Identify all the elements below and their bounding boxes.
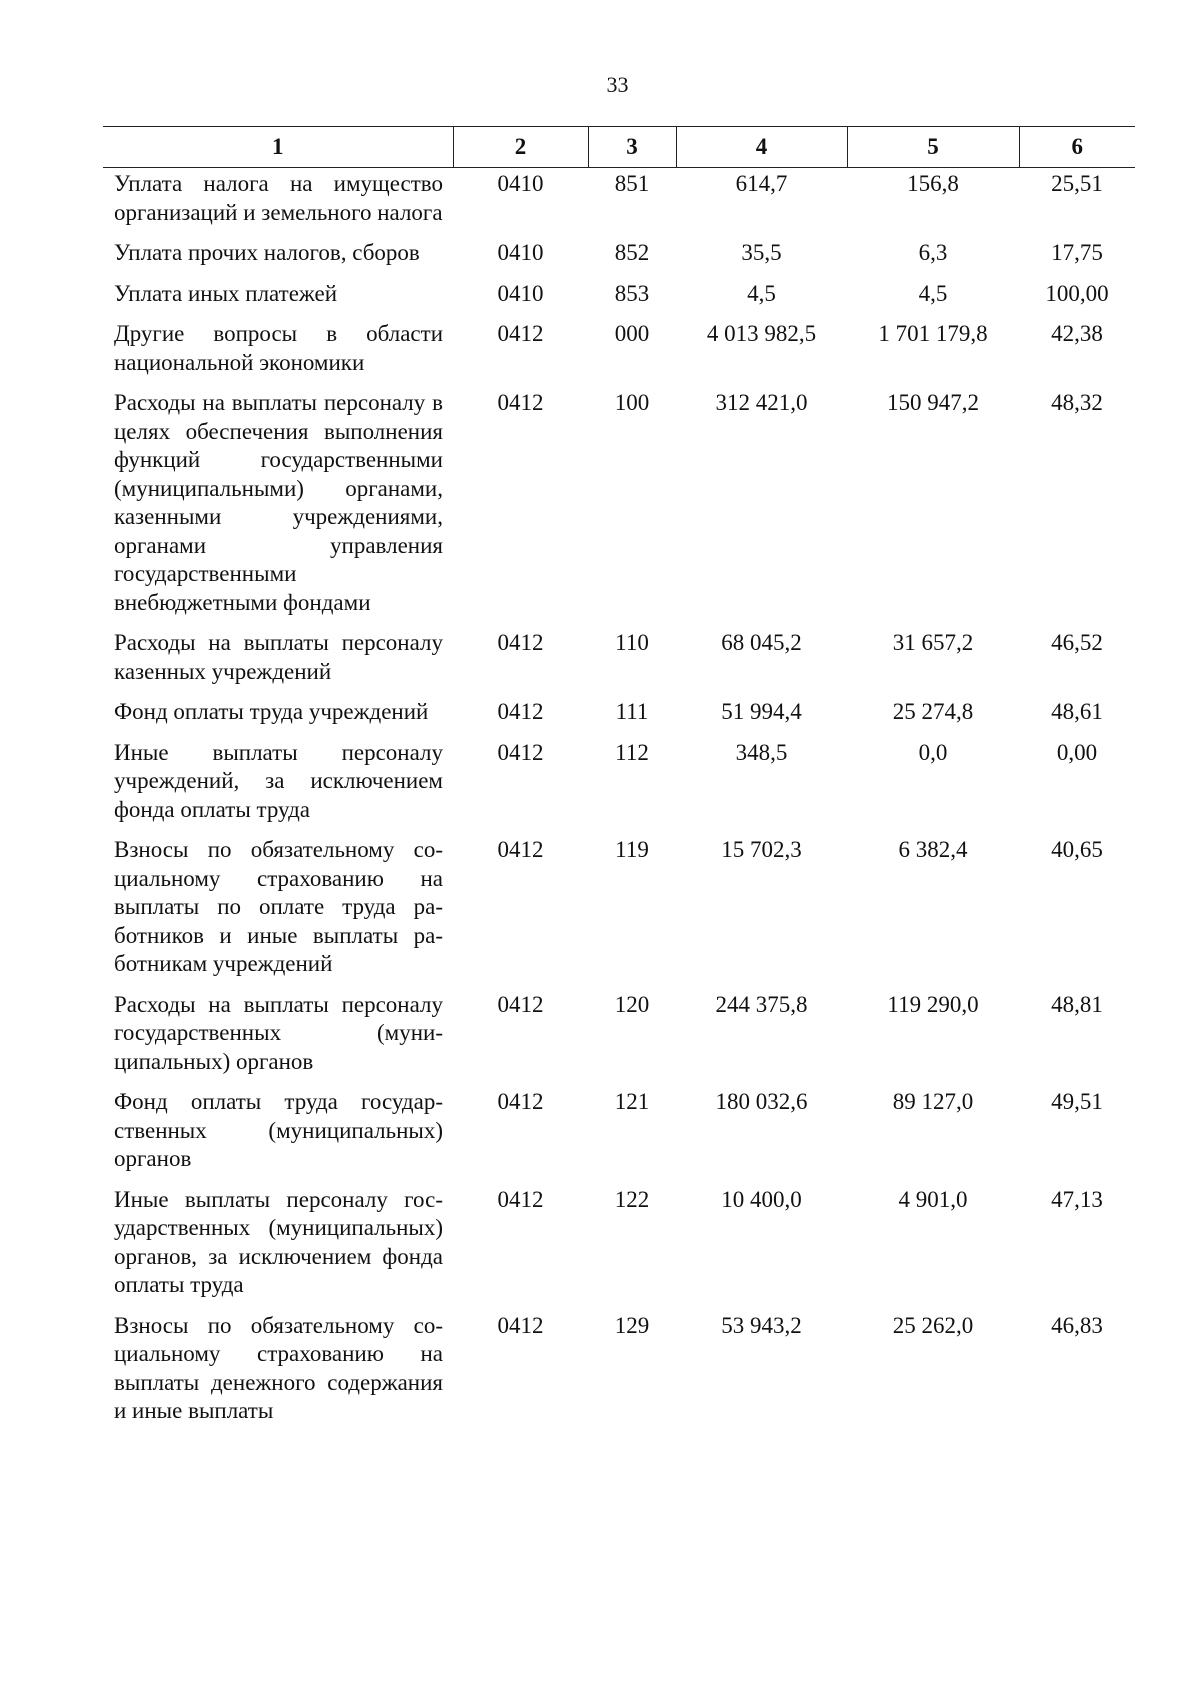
table-row (103, 320, 1135, 389)
table-row (103, 168, 1135, 240)
row-percent-cell: 42,38 (1051, 321, 1103, 346)
table-row (103, 239, 1135, 280)
row-plan-cell: 51 994,4 (721, 699, 802, 724)
row-plan-cell: 614,7 (735, 171, 788, 196)
row-code-cell: 122 (614, 1186, 650, 1212)
row-actual-cell: 31 657,2 (892, 630, 974, 655)
row-code-cell: 120 (614, 991, 650, 1017)
row-name-cell: Взносы по обязательному социальному страхованию на выплаты по оплате труда работников и иные выплаты работникам учреждений (114, 837, 443, 976)
row-percent-cell: 46,83 (1051, 1312, 1103, 1338)
row-plan-cell: 53 943,2 (721, 1312, 802, 1338)
row-plan-cell: 4,5 (747, 280, 776, 306)
column-header-4: 4 (676, 127, 847, 168)
table-header (103, 127, 1135, 168)
row-code-cell: 110 (615, 630, 649, 655)
row-plan-cell: 35,5 (741, 240, 782, 265)
table-body (103, 168, 1135, 1438)
row-code-cell: 129 (614, 1312, 650, 1338)
table-row (103, 1186, 1135, 1312)
table-row (103, 389, 1135, 629)
row-code-cell: 100 (614, 390, 650, 415)
row-actual-cell: 4,5 (918, 280, 948, 306)
page-number: 33 (606, 72, 629, 97)
row-percent-cell: 100,00 (1045, 280, 1109, 306)
row-actual-cell: 89 127,0 (892, 1089, 974, 1114)
row-actual-cell: 6 382,4 (898, 837, 968, 862)
row-plan-cell: 348,5 (735, 739, 788, 765)
row-code-cell: 119 (615, 837, 649, 862)
row-section-cell: 0410 (497, 280, 544, 306)
row-section-cell: 0410 (497, 171, 544, 196)
row-percent-cell: 48,32 (1051, 390, 1103, 415)
row-percent-cell: 47,13 (1051, 1186, 1103, 1212)
row-code-cell: 000 (614, 321, 650, 346)
budget-table (103, 126, 1135, 1438)
row-section-cell: 0412 (497, 1186, 544, 1212)
row-plan-cell: 4 013 982,5 (706, 321, 817, 346)
row-actual-cell: 119 290,0 (887, 991, 979, 1017)
row-percent-cell: 25,51 (1051, 171, 1103, 196)
row-code-cell: 853 (614, 280, 650, 306)
row-code-cell: 111 (615, 699, 649, 724)
row-section-cell: 0412 (497, 630, 544, 655)
row-plan-cell: 312 421,0 (715, 390, 808, 415)
row-section-cell: 0412 (497, 699, 544, 724)
row-name-cell: Фонд оплаты труда учреждений (114, 699, 429, 724)
row-section-cell: 0412 (497, 1312, 544, 1338)
row-plan-cell: 244 375,8 (715, 991, 808, 1017)
table-row (103, 280, 1135, 321)
row-code-cell: 851 (614, 171, 650, 196)
row-percent-cell: 40,65 (1051, 837, 1103, 862)
column-header-2: 2 (453, 127, 588, 168)
row-percent-cell: 17,75 (1051, 240, 1103, 265)
row-percent-cell: 0,00 (1056, 739, 1098, 765)
table-row (103, 1312, 1135, 1438)
row-percent-cell: 48,61 (1051, 699, 1103, 724)
row-name-cell: Фонд оплаты труда государственных (муниципальных) органов (114, 1089, 443, 1171)
row-code-cell: 852 (614, 240, 650, 265)
row-name-cell: Другие вопросы в области национальной экономики (114, 321, 443, 375)
row-plan-cell: 15 702,3 (721, 837, 802, 862)
row-actual-cell: 0,0 (918, 739, 948, 765)
table-row (103, 739, 1135, 837)
row-name-cell: Уплата налога на имущество организаций и земельного налога (114, 171, 443, 225)
row-actual-cell: 150 947,2 (887, 390, 979, 415)
row-name-cell: Расходы на выплаты персоналу государственных (муниципальных) органов (114, 991, 443, 1074)
row-name-cell: Взносы по обязательному социальному страхованию на выплаты денежного содержания и иные выплаты (114, 1312, 443, 1423)
row-section-cell: 0412 (497, 1089, 544, 1114)
column-header-6: 6 (1019, 127, 1135, 168)
row-section-cell: 0410 (497, 240, 544, 265)
table-row (103, 698, 1135, 739)
table-row (103, 991, 1135, 1089)
row-plan-cell: 68 045,2 (721, 630, 802, 655)
row-percent-cell: 48,81 (1051, 991, 1103, 1017)
row-section-cell: 0412 (497, 390, 544, 415)
row-code-cell: 121 (614, 1089, 650, 1114)
row-actual-cell: 25 262,0 (892, 1312, 974, 1338)
row-plan-cell: 10 400,0 (721, 1186, 802, 1212)
row-percent-cell: 49,51 (1051, 1089, 1103, 1114)
row-percent-cell: 46,52 (1051, 630, 1103, 655)
column-header-5: 5 (847, 127, 1019, 168)
table-row (103, 1088, 1135, 1186)
table-row (103, 836, 1135, 991)
column-header-1: 1 (103, 127, 453, 168)
row-section-cell: 0412 (497, 837, 544, 862)
column-header-3: 3 (588, 127, 676, 168)
row-actual-cell: 6,3 (918, 240, 948, 265)
row-actual-cell: 4 901,0 (898, 1186, 968, 1212)
row-section-cell: 0412 (497, 991, 544, 1017)
row-name-cell: Уплата иных платежей (114, 280, 338, 306)
row-name-cell: Расходы на выплаты персоналу казенных учреждений (114, 630, 443, 684)
row-name-cell: Расходы на выплаты персоналу в целях обеспечения выполнения функций государственными (муниципальными) органами, казенными учреждениями, органами управления государственными внебюджетными фондами (114, 390, 443, 615)
row-section-cell: 0412 (497, 321, 544, 346)
row-name-cell: Иные выплаты персоналу государственных (муниципальных) органов, за исключением фонда оплаты труда (114, 1186, 443, 1297)
row-actual-cell: 1 701 179,8 (878, 321, 988, 346)
row-plan-cell: 180 032,6 (715, 1089, 808, 1114)
row-code-cell: 112 (615, 739, 649, 765)
row-actual-cell: 25 274,8 (892, 699, 974, 724)
row-name-cell: Иные выплаты персоналу учреждений, за исключением фонда оплаты труда (114, 739, 443, 822)
row-name-cell: Уплата прочих налогов, сборов (114, 240, 420, 265)
row-section-cell: 0412 (497, 739, 544, 765)
row-actual-cell: 156,8 (907, 171, 959, 196)
table-row (103, 629, 1135, 698)
